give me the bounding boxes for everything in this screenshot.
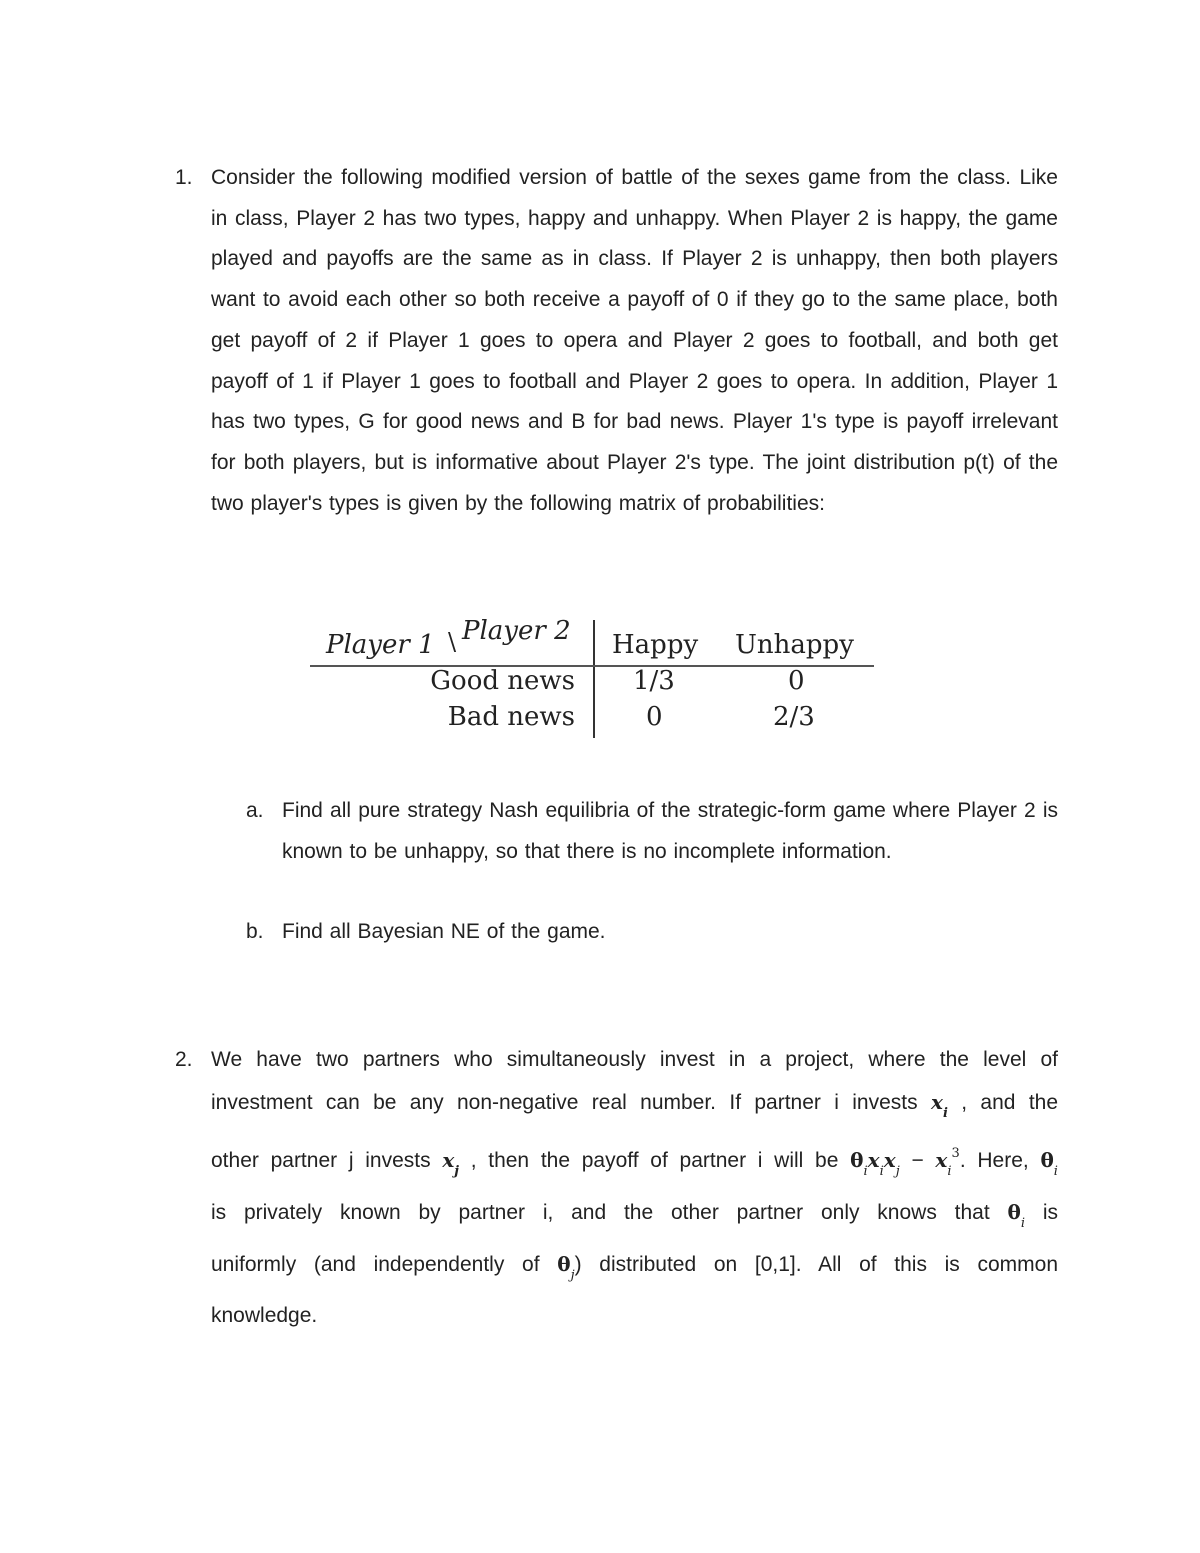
row-header-bad-news: Bad news (447, 702, 575, 732)
row-header-good-news: Good news (430, 666, 575, 696)
q2-text: other partner j invests (211, 1149, 431, 1172)
q2-text: knowledge. (211, 1304, 318, 1327)
part-text: Find all pure strategy Nash equilibria of the strategic-form game where Player 2 is known to be unhappy, so that there is no incomplete information. (282, 799, 1058, 863)
part-b (246, 912, 1058, 953)
q2-text: is privately known by partner i, and the other partner only knows that (211, 1201, 990, 1224)
probability-table (310, 612, 875, 742)
part-text: Find all Bayesian NE of the game. (282, 920, 606, 943)
question-number: 2. (175, 1048, 193, 1071)
col-header-happy: Happy (612, 630, 699, 660)
math-theta-i: $\theta_i$ (1040, 1148, 1058, 1179)
math-x-i: $x_i$ (931, 1090, 948, 1121)
question-text: Consider the following modified version of battle of the sexes game from the class. Like in class, Player 2 has two types, happy and unhappy. When Player 2 is happy, the game played and payoffs are the same as in class. If Player 2 is unhappy, then both players want to avoid each other so both receive a payoff of 0 if they go to the same place, both get payoff of 2 if Player 1 goes to opera and Player 2 goes to football, and both get payoff of 1 if Player 1 goes to football and Player 2 goes to opera. In addition, Player 1 has two types, G for good news and B for bad news. Player 1's type is payoff irrelevant for both players, but is informative about Player 2's type. The joint distribution p(t) of the two player's types is given by the following matrix of probabilities: (211, 166, 1058, 515)
q2-line-1 (211, 1048, 1058, 1072)
q2-text: investment can be any non-negative real number. If partner i invests (211, 1091, 918, 1114)
part-marker: a. (246, 799, 264, 822)
q2-text: ) distributed on [0,1]. All of this is common (574, 1253, 1059, 1276)
corner-row-label: Player 1 (326, 630, 435, 660)
q2-text: is (1042, 1201, 1058, 1224)
q2-text: uniformly (and independently of (211, 1253, 540, 1276)
cell-good-unhappy: 0 (788, 666, 805, 696)
corner-col-label: Player 2 (462, 616, 571, 646)
part-marker: b. (246, 920, 264, 943)
math-x-j: $x_j$ (442, 1148, 459, 1179)
q2-line-5 (211, 1252, 1059, 1283)
question-number: 1. (175, 166, 193, 189)
q2-text: We have two partners who simultaneously invest in a project, where the level of (211, 1048, 1058, 1071)
question-1 (175, 158, 1058, 524)
payoff-formula: $\theta_ix_ix_j - x_i^3$ (850, 1146, 960, 1179)
cell-good-happy: 1/3 (633, 666, 675, 696)
q2-line-6 (211, 1304, 1058, 1328)
corner-backslash: \ (448, 628, 457, 656)
table-vertical-rule (593, 620, 595, 738)
cell-bad-unhappy: 2/3 (773, 702, 815, 732)
q2-text: , and the (961, 1091, 1059, 1114)
col-header-unhappy: Unhappy (735, 630, 854, 660)
q2-line-4 (211, 1200, 1058, 1231)
part-a (246, 791, 1058, 872)
q2-text: . Here, (959, 1149, 1029, 1172)
math-theta-i: $\theta_i$ (1007, 1200, 1025, 1231)
q2-line-3 (211, 1146, 1058, 1179)
q2-line-2 (211, 1090, 1059, 1121)
cell-bad-happy: 0 (646, 702, 663, 732)
q2-text: , then the payoff of partner i will be (470, 1149, 839, 1172)
math-theta-j: $\theta_j$ (557, 1252, 575, 1283)
